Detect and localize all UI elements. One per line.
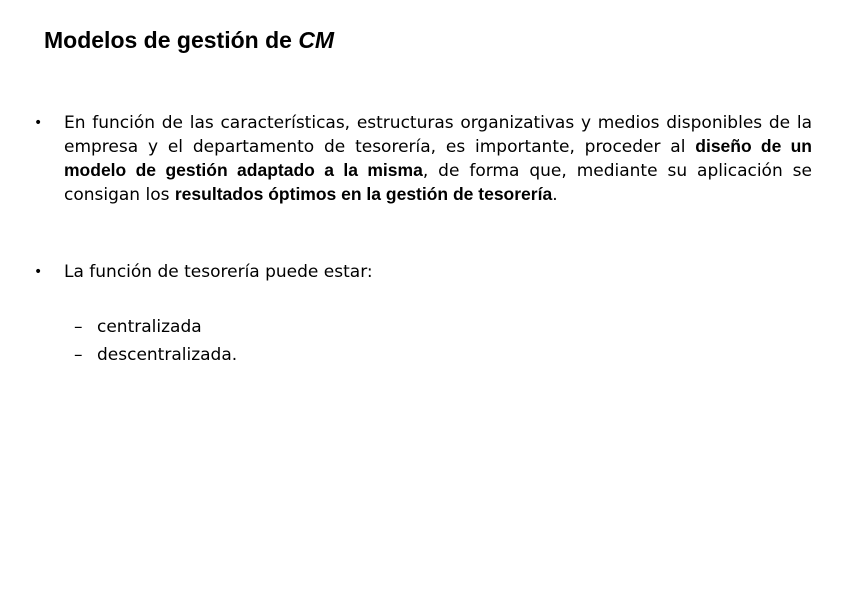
dash-marker: –	[74, 317, 83, 337]
sub-item-text: centralizada	[97, 317, 202, 337]
bullet-text	[64, 261, 373, 284]
bullet-segment-bold: resultados óptimos en la gestión de tesorería	[174, 184, 553, 204]
slide-title	[44, 26, 334, 54]
bullet-segment: .	[552, 185, 558, 205]
bullet-segment-bold: diseño de un modelo de gestión adaptado a la misma	[64, 136, 812, 180]
slide-title-text: Modelos de gestión de	[44, 27, 299, 53]
sub-item-text: descentralizada.	[97, 345, 238, 365]
slide-title-emphasis: CM	[298, 27, 335, 53]
bullet-marker: •	[34, 115, 43, 131]
bullet-segment: , de forma que, mediante su aplicación se consigan los	[64, 161, 812, 205]
bullet-text	[64, 112, 812, 207]
bullet-marker: •	[34, 264, 43, 280]
dash-marker: –	[74, 345, 83, 365]
bullet-segment: La función de tesorería puede estar:	[64, 262, 373, 282]
bullet-segment: En función de las características, estructuras organizativas y medios disponibles de la empresa y el departamento de tesorería, es importante, proceder al	[64, 113, 812, 157]
